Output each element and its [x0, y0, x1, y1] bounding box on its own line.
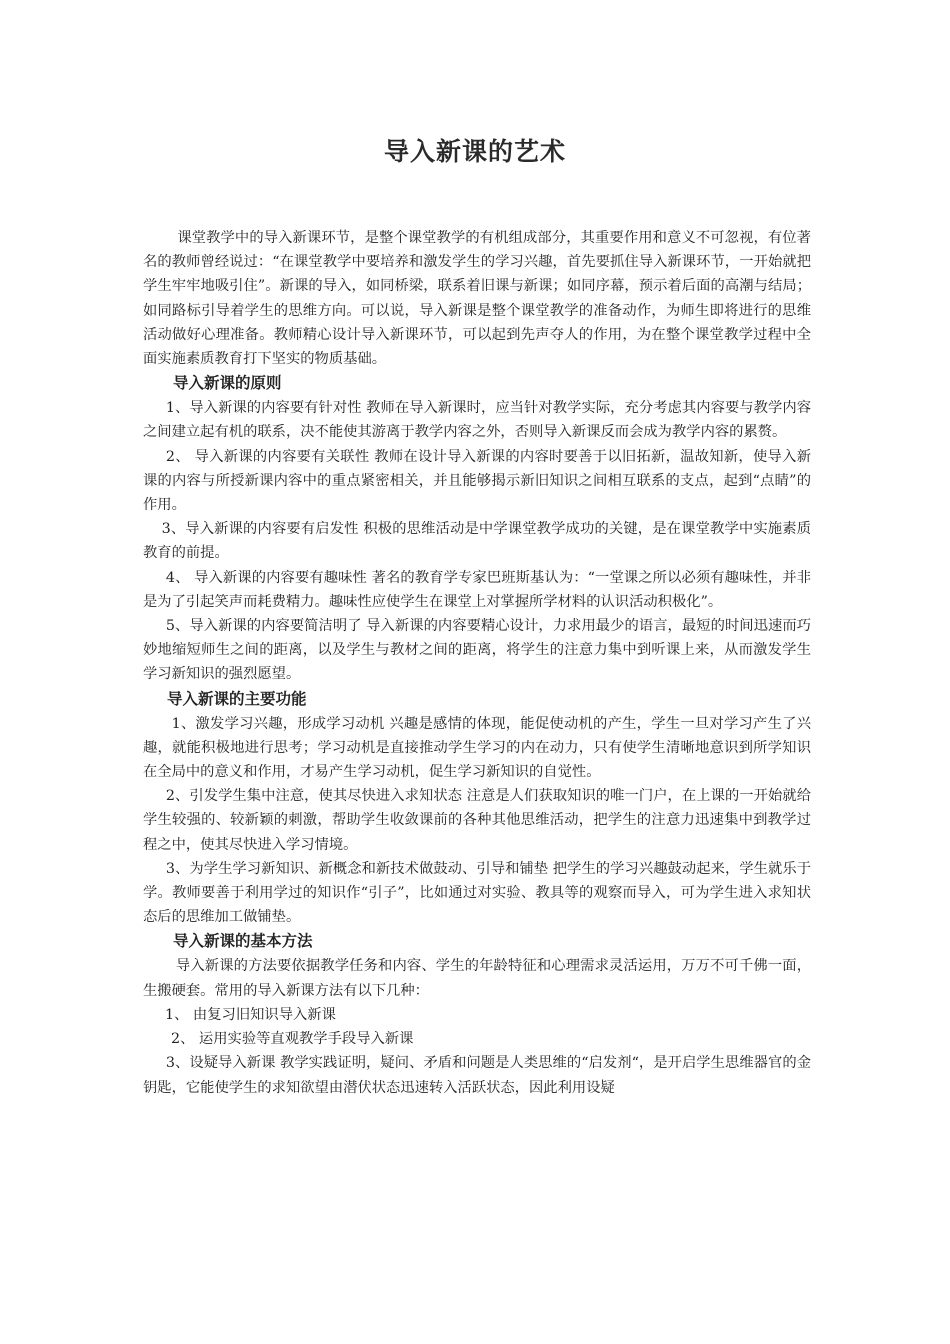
document-title: 导入新课的艺术: [383, 137, 566, 166]
function-2: 2、引发学生集中注意，使其尽快进入求知状态 注意是人们获取知识的唯一门户，在上课的一开始就给学生较强的、较新颖的刺激，帮助学生收敛课前的各种其他思维活动，把学生的注意力迅速集中到教学过程之中，使其尽快进入学习情境。: [143, 788, 811, 853]
section-heading-principles: 导入新课的原则: [173, 374, 282, 393]
section-heading-methods: 导入新课的基本方法: [173, 932, 313, 951]
document-body: [143, 226, 811, 1100]
section-heading-functions: 导入新课的主要功能: [167, 689, 307, 708]
principle-5: 5、导入新课的内容要简洁明了 导入新课的内容要精心设计，力求用最少的语言，最短的时间迅速而巧妙地缩短师生之间的距离，以及学生与教材之间的距离，将学生的注意力集中到听课上来，从而激发学生学习新知识的强烈愿望。: [143, 618, 811, 683]
method-3: 3、设疑导入新课 教学实践证明，疑问、矛盾和问题是人类思维的“启发剂“，是开启学生思维器官的金钥匙，它能使学生的求知欲望由潜伏状态迅速转入活跃状态，因此利用设疑: [143, 1055, 811, 1096]
intro-paragraph: 课堂教学中的导入新课环节，是整个课堂教学的有机组成部分，其重要作用和意义不可忽视，有位著名的教师曾经说过：“在课堂教学中要培养和激发学生的学习兴趣，首先要抓住导入新课环节，一开始就把学生牢牢地吸引住”。新课的导入，如同桥梁，联系着旧课与新课；如同序幕，预示着后面的高潮与结局；如同路标引导着学生的思维方向。可以说，导入新课是整个课堂教学的准备动作，为师生即将进行的思维活动做好心理准备。教师精心设计导入新课环节，可以起到先声夺人的作用，为在整个课堂教学过程中全面实施素质教育打下坚实的物质基础。: [143, 230, 811, 368]
function-1: 1、激发学习兴趣，形成学习动机 兴趣是感情的体现，能促使动机的产生，学生一旦对学习产生了兴趣，就能积极地进行思考；学习动机是直接推动学生学习的内在动力，只有使学生清晰地意识到所学知识在全局中的意义和作用，才易产生学习动机，促生学习新知识的自觉性。: [143, 715, 811, 781]
principle-4: 4、 导入新课的内容要有趣味性 著名的教育学专家巴班斯基认为：“一堂课之所以必须有趣味性，并非是为了引起笑声而耗费精力。趣味性应使学生在课堂上对掌握所学材料的认识活动积极化”。: [143, 569, 811, 610]
principle-1: 1、导入新课的内容要有针对性 教师在导入新课时，应当针对教学实际，充分考虑其内容要与教学内容之间建立起有机的联系，决不能使其游离于教学内容之外，否则导入新课反而会成为教学内容的累赘。: [143, 400, 811, 441]
method-1: 1、 由复习旧知识导入新课: [165, 1006, 336, 1023]
principle-3: 3、导入新课的内容要有启发性 积极的思维活动是中学课堂教学成功的关键，是在课堂教学中实施素质教育的前提。: [143, 521, 811, 562]
function-3: 3、为学生学习新知识、新概念和新技术做鼓动、引导和铺垫 把学生的学习兴趣鼓动起来，学生就乐于学。教师要善于利用学过的知识作“引子”，比如通过对实验、教具等的观察而导入，可为学生进入求知状态后的思维加工做铺垫。: [143, 860, 811, 926]
principle-2: 2、 导入新课的内容要有关联性 教师在设计导入新课的内容时要善于以旧拓新，温故知新，使导入新课的内容与所授新课内容中的重点紧密相关，并且能够揭示新旧知识之间相互联系的支点，起到“点睛”的作用。: [143, 448, 811, 514]
method-2: 2、 运用实验等直观教学手段导入新课: [171, 1031, 414, 1048]
methods-intro: 导入新课的方法要依据教学任务和内容、学生的年龄特征和心理需求灵活运用，万万不可千佛一面，生搬硬套。常用的导入新课方法有以下几种：: [143, 958, 811, 999]
